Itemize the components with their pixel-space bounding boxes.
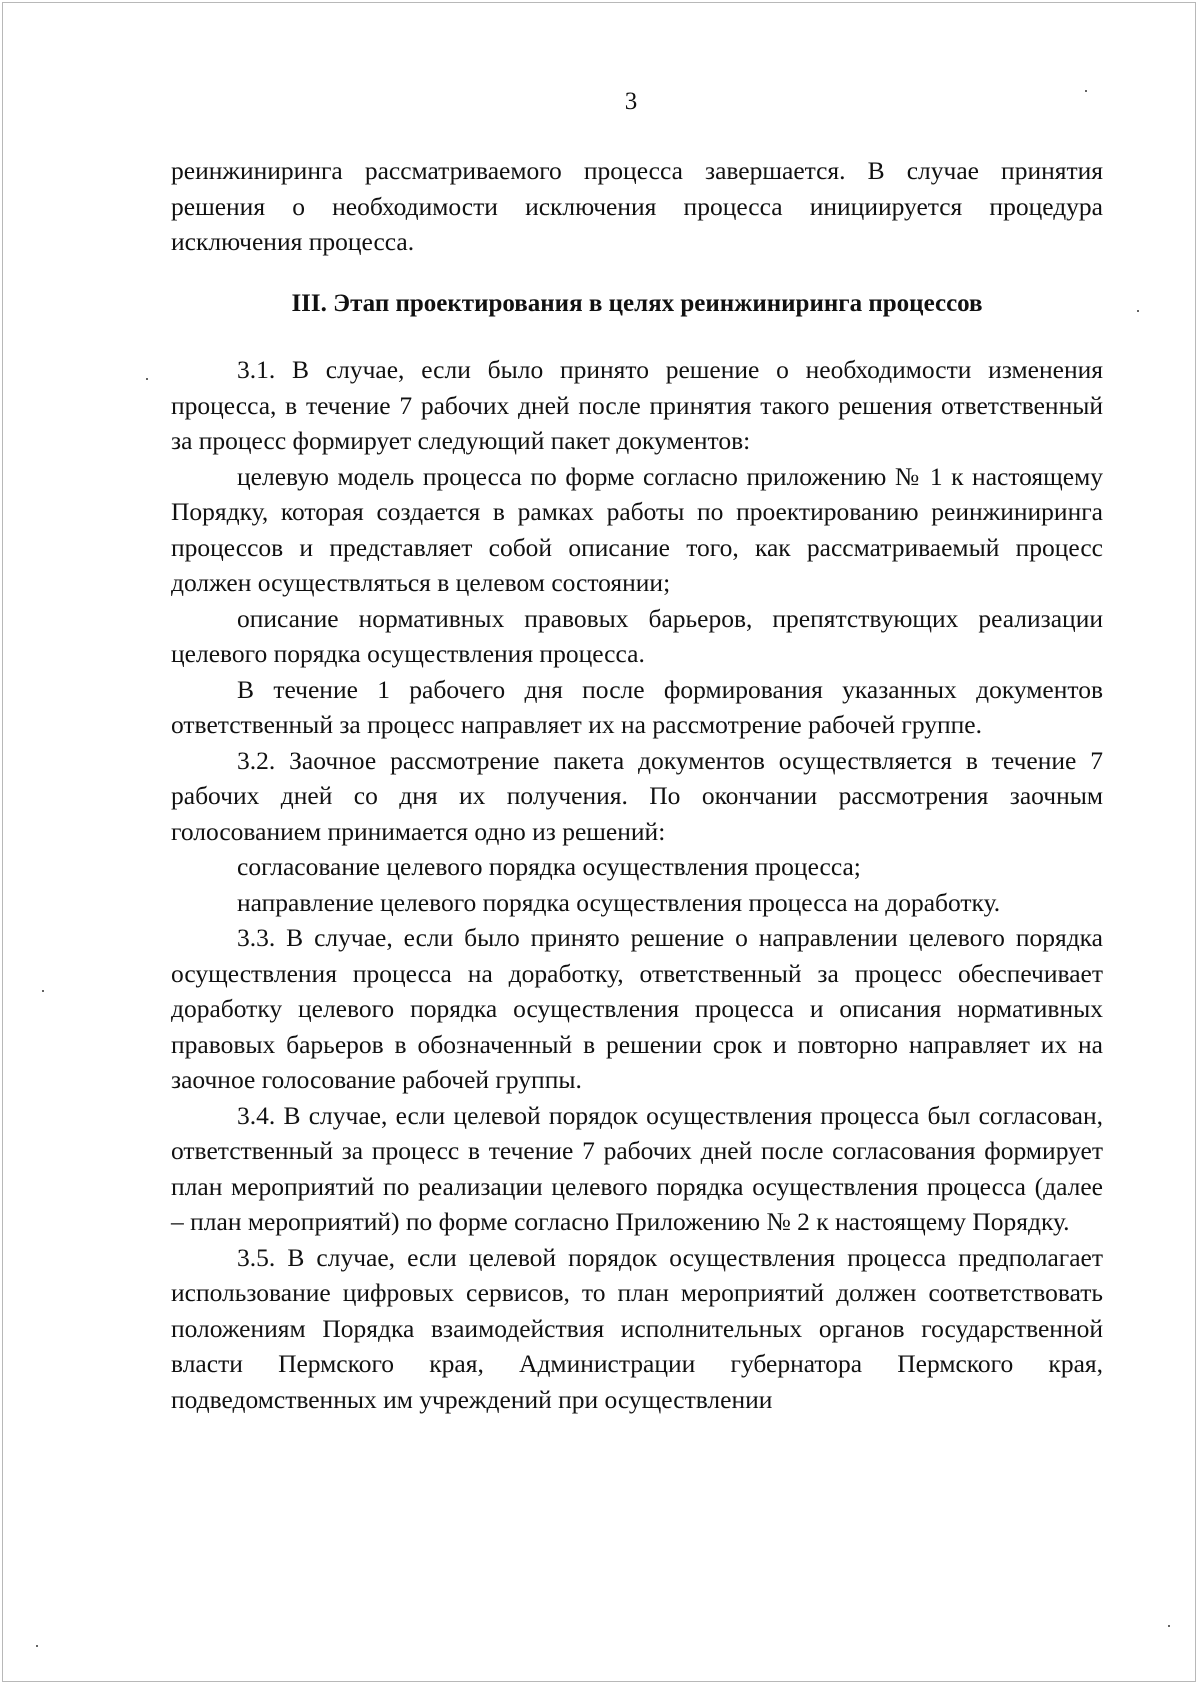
scan-speck	[1168, 1625, 1170, 1627]
paragraph-approval: согласование целевого порядка осуществления процесса;	[237, 852, 861, 881]
paragraph-3-3: 3.3. В случае, если было принято решение о направлении целевого порядка осуществления процесса на доработку, ответственный за процесс обеспечивает доработку целевого порядка осуществления процесса и описания нормативных правовых барьеров в обозначенный в решении срок и повторно направляет их на заочное голосование рабочей группы.	[171, 923, 1103, 1094]
body-block	[171, 352, 1103, 1417]
paragraph-target-model: целевую модель процесса по форме согласно приложению № 1 к настоящему Порядку, которая создается в рамках работы по проектированию реинжиниринга процессов и представляет собой описание того, как рассматриваемый процесс должен осуществляться в целевом состоянии;	[171, 461, 1103, 597]
scan-speck	[42, 990, 44, 992]
scan-speck	[146, 378, 148, 380]
paragraph-barriers: описание нормативных правовых барьеров, препятствующих реализации целевого порядка осуществления процесса.	[171, 603, 1103, 668]
paragraph-3-1: 3.1. В случае, если было принято решение о необходимости изменения процесса, в течение 7 рабочих дней после принятия такого решения ответственный за процесс формирует следующий пакет документов:	[171, 355, 1103, 455]
paragraph-revision: направление целевого порядка осуществления процесса на доработку.	[237, 887, 1001, 917]
scan-speck	[1085, 90, 1087, 92]
section-heading: III. Этап проектирования в целях реинжиниринга процессов	[291, 290, 983, 317]
intro-block	[171, 153, 1103, 260]
page-number: 3	[624, 88, 638, 115]
paragraph-one-day: В течение 1 рабочего дня после формирования указанных документов ответственный за процесс направляет их на рассмотрение рабочей группе.	[171, 674, 1103, 739]
scan-speck	[36, 1645, 38, 1647]
paragraph-3-5: 3.5. В случае, если целевой порядок осуществления процесса предполагает использование цифровых сервисов, то план мероприятий должен соответствовать положениям Порядка взаимодействия исполнительных органов государственной власти Пермского края, Администрации губернатора Пермского края, подведомственных им учреждений при осуществлении	[171, 1242, 1103, 1414]
intro-paragraph: реинжиниринга рассматриваемого процесса завершается. В случае принятия решения о необходимости исключения процесса инициируется процедура исключения процесса.	[171, 156, 1103, 256]
scan-speck	[1137, 310, 1139, 312]
paragraph-3-4: 3.4. В случае, если целевой порядок осуществления процесса был согласован, ответственный за процесс в течение 7 рабочих дней после согласования формирует план мероприятий по реализации целевого порядка осуществления процесса (далее – план мероприятий) по форме согласно Приложению № 2 к настоящему Порядку.	[171, 1100, 1103, 1236]
paragraph-3-2: 3.2. Заочное рассмотрение пакета документов осуществляется в течение 7 рабочих дней со дня их получения. По окончании рассмотрения заочным голосованием принимается одно из решений:	[171, 745, 1103, 846]
